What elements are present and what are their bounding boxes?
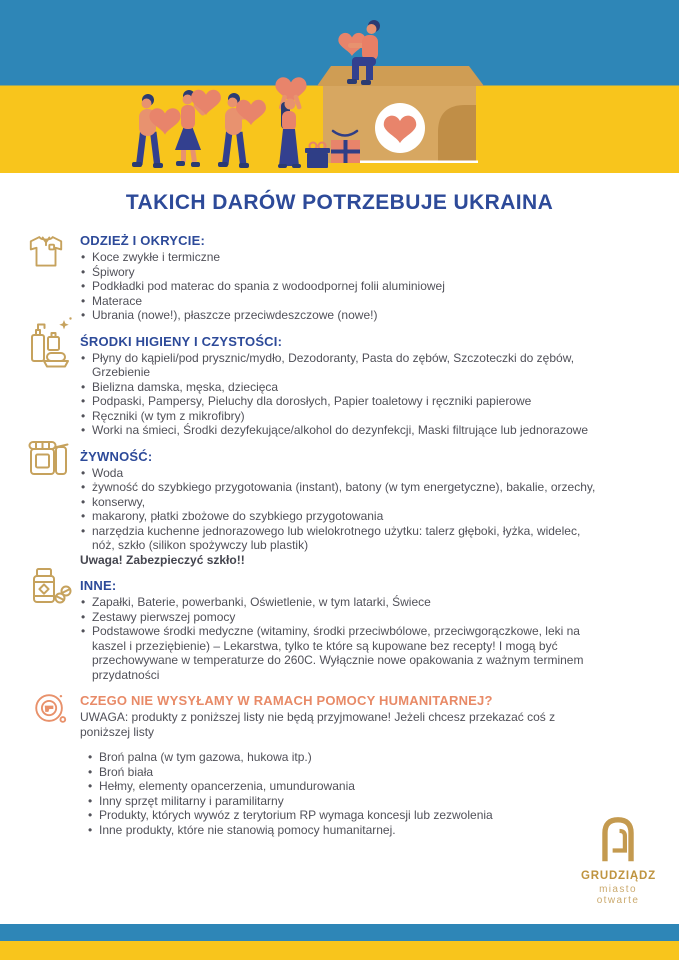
list-item: • konserwy, [80, 495, 597, 510]
grudziadz-gate-icon [595, 812, 641, 866]
item-list [80, 595, 640, 682]
footer-flag-stripe-yellow [0, 941, 679, 960]
hygiene-products-icon [27, 315, 73, 377]
list-item: • Materace [80, 294, 597, 309]
section-clothing [80, 233, 640, 323]
list-item: • Hełmy, elementy opancerzenia, umundurowania [87, 779, 604, 794]
footer-flag-stripe-blue [0, 924, 679, 941]
no-weapons-icon [31, 690, 69, 733]
item-list [80, 351, 640, 438]
list-item: • Zapałki, Baterie, powerbanki, Oświetlenie, w tym latarki, Świece [80, 595, 597, 610]
section-heading: CZEGO NIE WYSYŁAMY W RAMACH POMOCY HUMANITARNEJ? [80, 693, 493, 708]
section-food [80, 449, 640, 568]
list-item: • Inny sprzęt militarny i paramilitarny [87, 794, 604, 809]
section-heading: ŻYWNOŚĆ: [80, 448, 153, 464]
item-list [80, 750, 640, 837]
list-item: • Śpiwory [80, 265, 597, 280]
list-item: • Koce zwykłe i termiczne [80, 250, 597, 265]
section-other [80, 578, 640, 682]
list-item: • Produkty, których wywóz z terytorium RP wymaga koncesji lub zezwolenia [87, 808, 604, 823]
medicine-icon [27, 564, 73, 613]
list-item: • Bielizna damska, męska, dziecięca [80, 380, 597, 395]
list-item: • Podstawowe środki medyczne (witaminy, środki przeciwbólowe, przeciwgorączkowe, leki na kaszel i przeziębienie) – Lekarstwa, tylko te które są kupowane bez recepty! I mogą być przechowywane w temperaturze do 260C. Wyłącznie nowe opakowania z ważnym terminem przydatności [80, 624, 597, 682]
list-item: • Płyny do kąpieli/pod prysznic/mydło, Dezodoranty, Pasta do zębów, Szczoteczki do zębów, Grzebienie [80, 351, 597, 380]
list-item: • Podkładki pod materac do spania z wodoodpornej folii aluminiowej [80, 279, 597, 294]
logo-city-name: GRUDZIĄDZ [581, 870, 656, 882]
page-title: TAKICH DARÓW POTRZEBUJE UKRAINA [125, 191, 554, 214]
section-heading: INNE: [80, 578, 117, 593]
list-item: • Worki na śmieci, Środki dezyfekujące/alkohol do dezynfekcji, Maski filtrujące lub jednorazowe [80, 423, 597, 438]
list-item: • makarony, płatki zbożowe do szybkiego przygotowania [80, 509, 597, 524]
list-item: • Podpaski, Pampersy, Pieluchy dla dorosłych, Papier toaletowy i ręczniki papierowe [80, 394, 597, 409]
list-item: • Inne produkty, które nie stanowią pomocy humanitarnej. [87, 823, 604, 838]
list-item: • Zestawy pierwszej pomocy [80, 610, 597, 625]
logo-tagline: miasto otwarte [596, 884, 640, 906]
list-item: • Woda [80, 466, 597, 481]
list-item: • Ręczniki (w tym z mikrofibry) [80, 409, 597, 424]
item-list [80, 250, 640, 323]
donation-illustration [0, 0, 679, 173]
sections [80, 233, 640, 848]
list-item: • Broń biała [87, 765, 604, 780]
section-heading: ODZIEŻ I OKRYCIE: [80, 233, 205, 248]
glass-warning-note: Uwaga! Zabezpieczyć szkło!! [80, 552, 245, 567]
section-hygiene [80, 334, 640, 438]
list-item: • Ubrania (nowe!), płaszcze przeciwdeszczowe (nowe!) [80, 308, 597, 323]
list-item: • narzędzia kuchenne jednorazowego lub wielokrotnego użytku: talerz głęboki, łyżka, widelec, nóż, szkło (silikon spożywczy lub plastik) [80, 524, 597, 553]
grudziadz-logo [581, 812, 655, 906]
list-item: • żywność do szybkiego przygotowania (instant), batony (w tym energetyczne), bakalie, orzechy, [80, 480, 597, 495]
food-jars-icon [27, 435, 69, 486]
banned-intro-text: UWAGA: produkty z poniższej listy nie będą przyjmowane! Jeżeli chcesz przekazać coś z poniższej listy [80, 710, 556, 739]
shirt-icon [27, 231, 65, 288]
section-banned-items [80, 693, 640, 837]
banner-illustration [0, 0, 679, 173]
list-item: • Broń palna (w tym gazowa, hukowa itp.) [87, 750, 604, 765]
section-heading: ŚRODKI HIGIENY I CZYSTOŚCI: [80, 333, 283, 349]
item-list [80, 466, 640, 553]
